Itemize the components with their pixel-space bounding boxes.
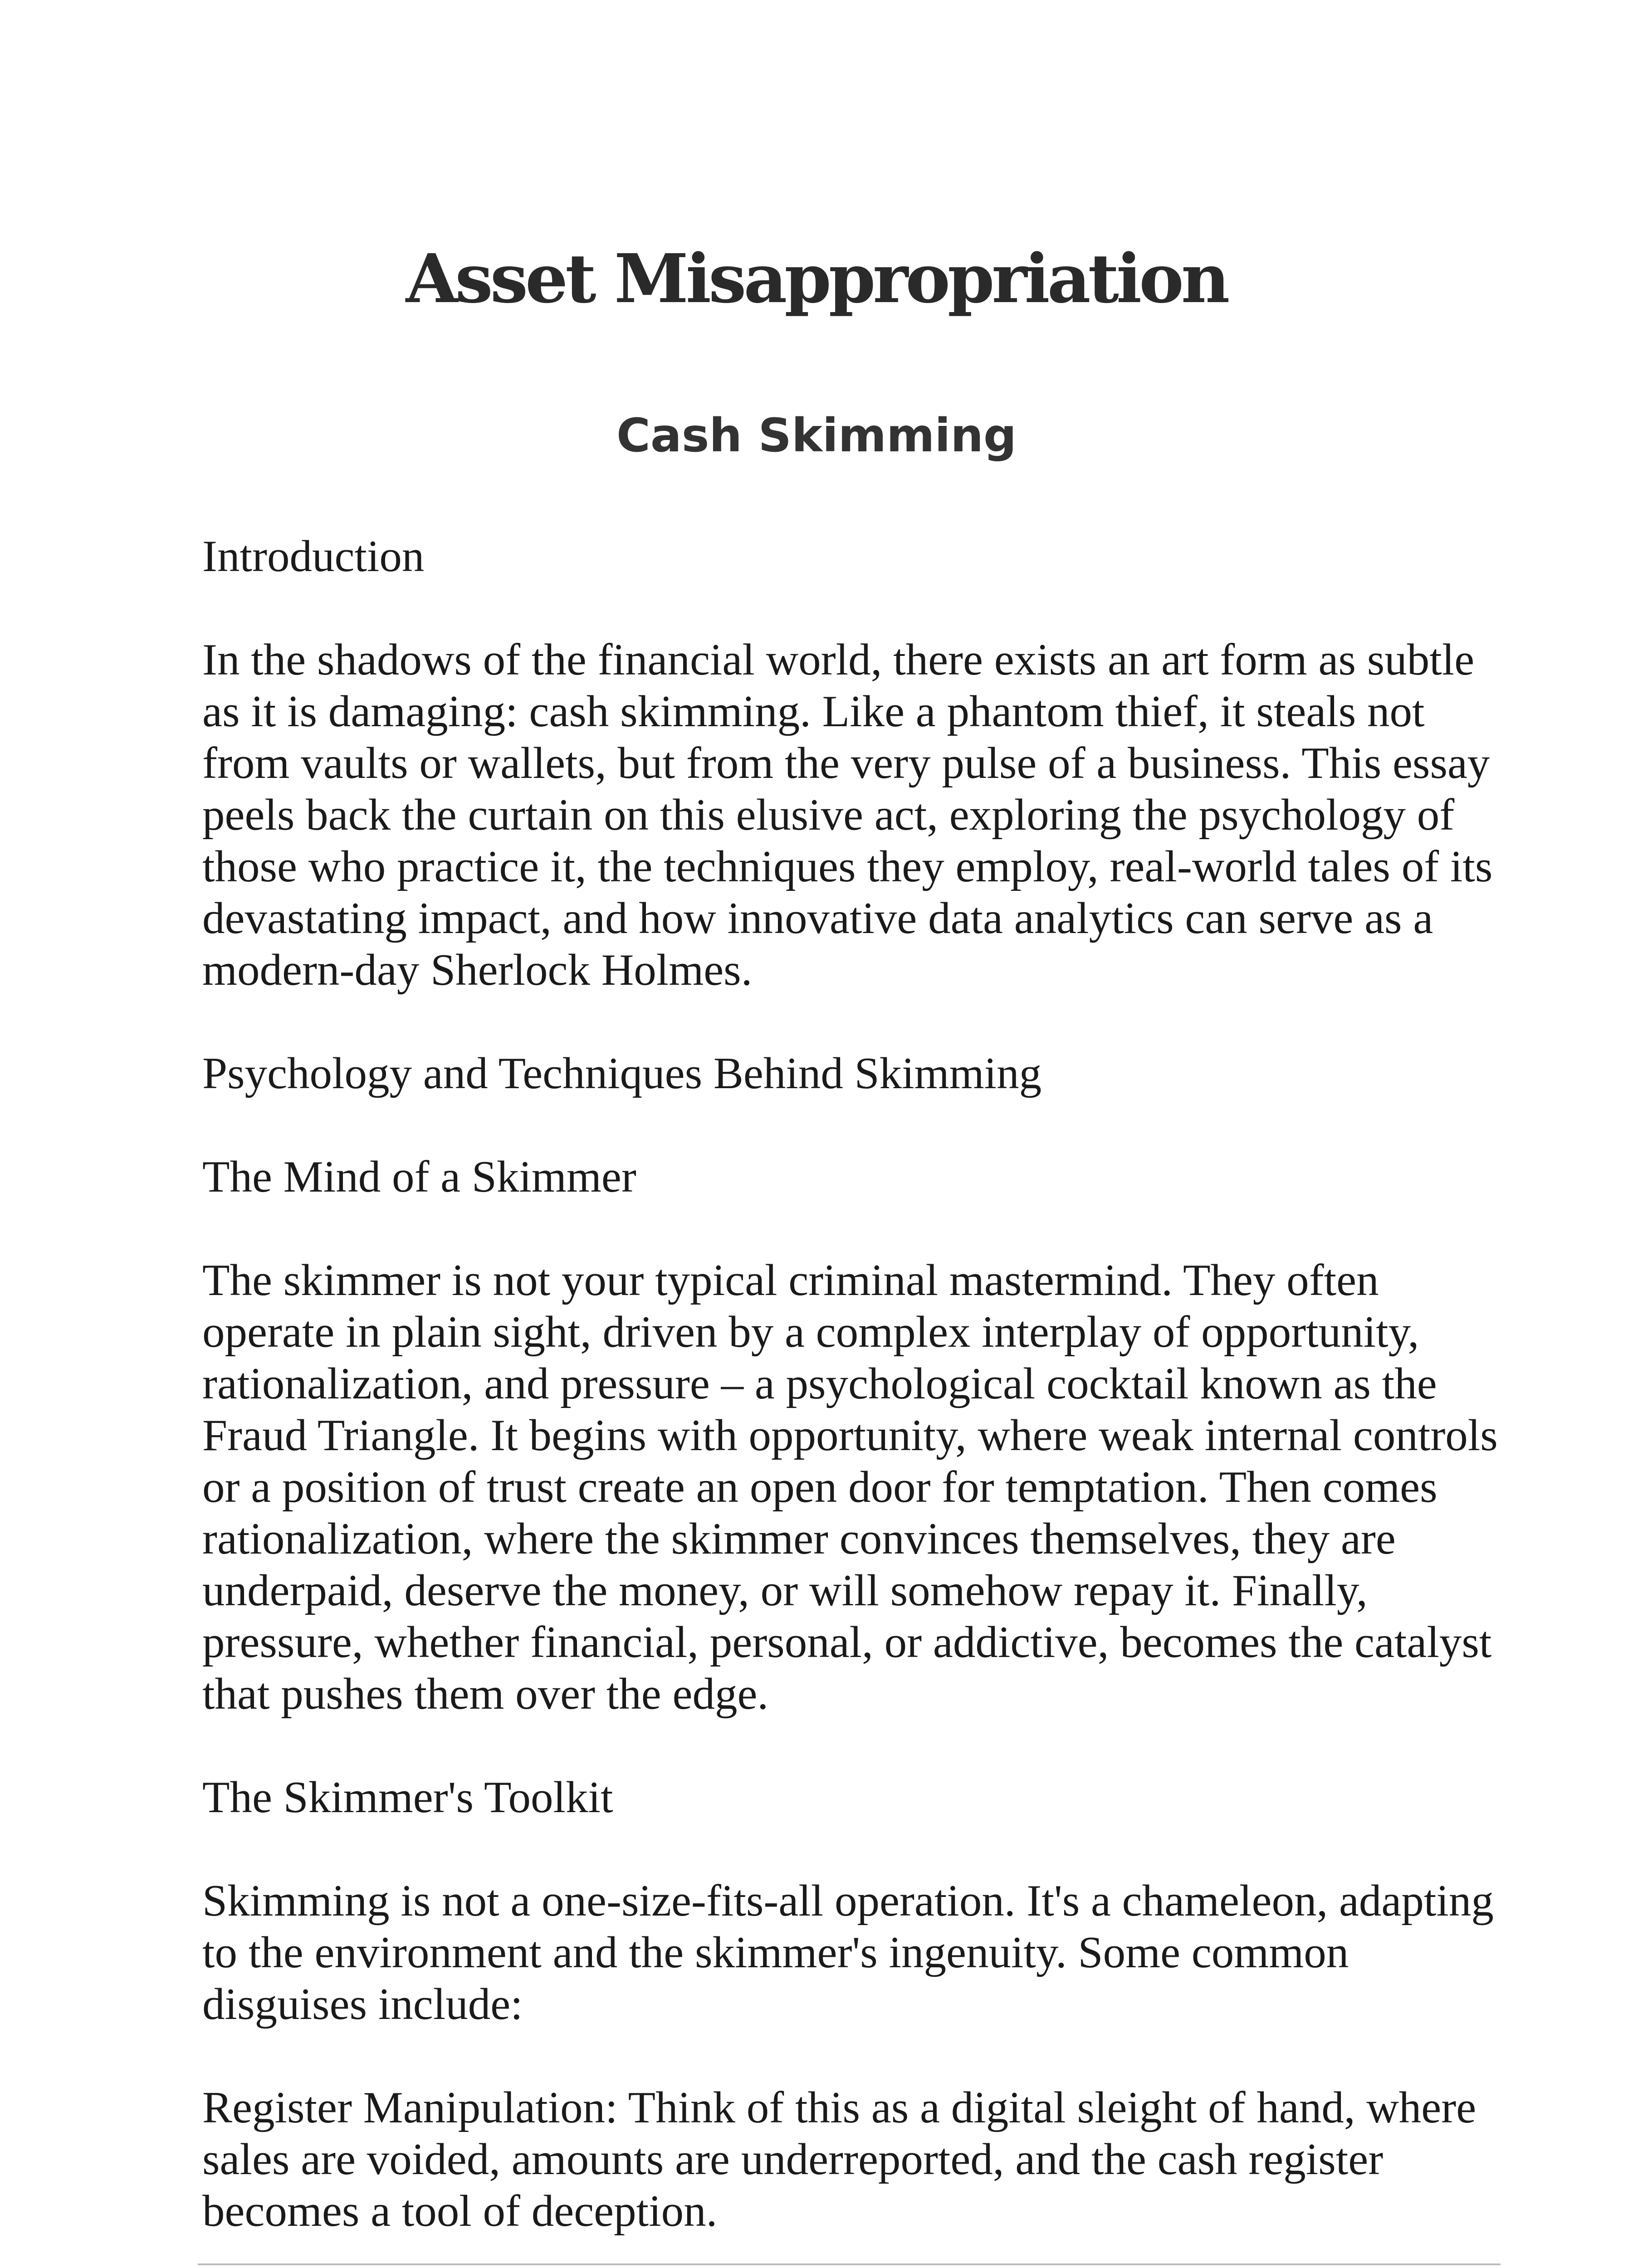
paragraph-register-manipulation: Register Manipulation: Think of this as a digital sleight of hand, where sales are voided, amounts are underreported, and the cash register becomes a tool of deception. [202, 2083, 1477, 2236]
heading-skimmers-toolkit: The Skimmer's Toolkit [202, 1773, 613, 1822]
heading-psychology-techniques: Psychology and Techniques Behind Skimming [202, 1049, 1042, 1098]
paragraph-mind-of-skimmer: The skimmer is not your typical criminal mastermind. They often operate in plain sight, driven by a complex interplay of opportunity, rationalization, and pressure – a psychological cocktail known as the Fraud Triangle. It begins with opportunity, where weak internal controls or a position of trust create an open door for temptation. Then comes rationalization, where the skimmer convinces themselves, they are underpaid, deserve the money, or will somehow repay it. Finally, pressure, whether financial, personal, or addictive, becomes the catalyst that pushes them over the edge. [202, 1256, 1498, 1719]
heading-introduction: Introduction [202, 532, 425, 581]
page-title: Asset Misappropriation [406, 239, 1227, 318]
page-subtitle: Cash Skimming [616, 409, 1017, 463]
footer-divider [198, 2263, 1501, 2265]
paragraph-skimmers-toolkit: Skimming is not a one-size-fits-all operation. It's a chameleon, adapting to the environment and the skimmer's ingenuity. Some common disguises include: [202, 1876, 1494, 2029]
body-text [202, 531, 1500, 2268]
paragraph-introduction: In the shadows of the financial world, there exists an art form as subtle as it is damaging: cash skimming. Like a phantom thief, it steals not from vaults or wallets, but from the very pulse of a business. This essay peels back the curtain on this elusive act, exploring the psychology of those who practice it, the techniques they employ, real-world tales of its devastating impact, and how innovative data analytics can serve as a modern-day Sherlock Holmes. [202, 635, 1493, 995]
heading-mind-of-skimmer: The Mind of a Skimmer [202, 1152, 636, 1202]
